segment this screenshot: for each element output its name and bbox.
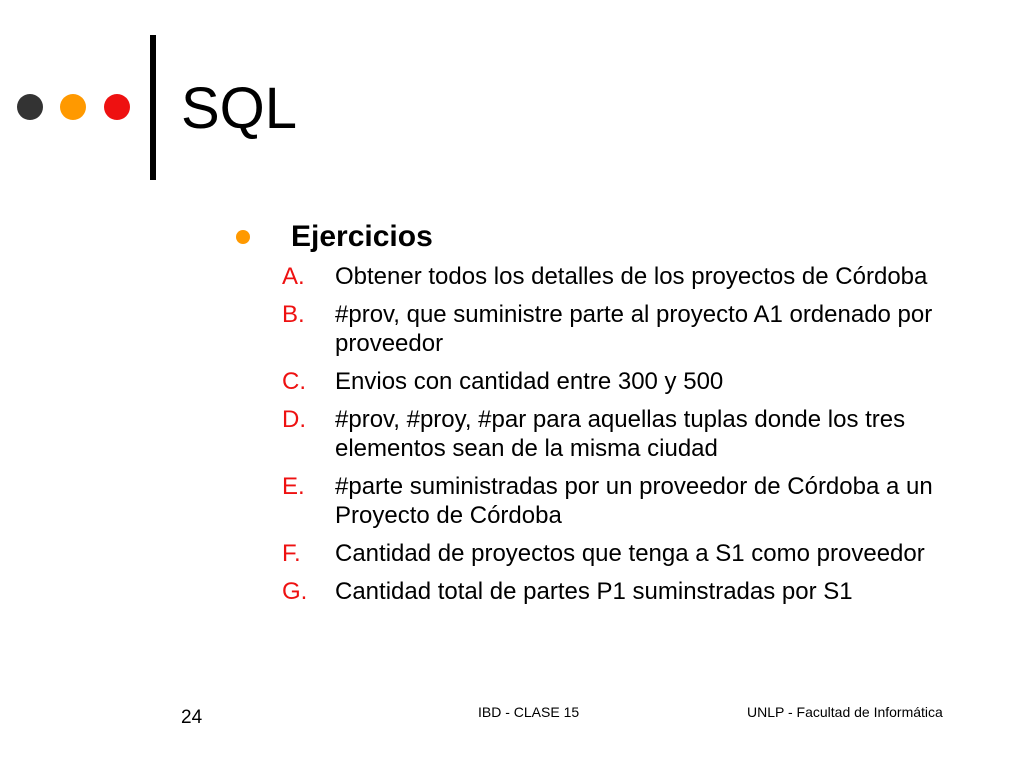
item-text: Cantidad total de partes P1 suminstradas por S1 bbox=[335, 578, 853, 605]
item-marker: E. bbox=[282, 473, 305, 500]
item-text: #prov, #proy, #par para aquellas tuplas donde los tres elementos sean de la misma ciudad bbox=[335, 406, 906, 462]
item-marker: G. bbox=[282, 578, 308, 605]
heading-row bbox=[232, 218, 433, 256]
item-marker: F. bbox=[282, 540, 301, 567]
footer-institution: UNLP - Facultad de Informática bbox=[747, 704, 943, 720]
decoration-dot-red bbox=[104, 94, 130, 120]
list-item bbox=[282, 262, 942, 291]
list-item bbox=[282, 472, 942, 530]
footer-course: IBD - CLASE 15 bbox=[478, 704, 580, 720]
exercise-list bbox=[282, 262, 942, 615]
item-marker: B. bbox=[282, 301, 305, 328]
decoration-dot-dark bbox=[17, 94, 43, 120]
list-item bbox=[282, 367, 942, 396]
section-heading: Ejercicios bbox=[291, 220, 433, 253]
list-item bbox=[282, 577, 942, 606]
list-item bbox=[282, 539, 942, 568]
item-text: Cantidad de proyectos que tenga a S1 como proveedor bbox=[335, 540, 925, 567]
item-text: Envios con cantidad entre 300 y 500 bbox=[335, 368, 724, 395]
list-item bbox=[282, 300, 942, 358]
list-item bbox=[282, 405, 942, 463]
item-text: #prov, que suministre parte al proyecto A1 ordenado por proveedor bbox=[335, 301, 933, 357]
title-divider bbox=[150, 35, 156, 180]
item-text: #parte suministradas por un proveedor de Córdoba a un Proyecto de Córdoba bbox=[335, 473, 933, 529]
item-marker: C. bbox=[282, 368, 306, 395]
page-number: 24 bbox=[181, 707, 203, 728]
item-marker: A. bbox=[282, 263, 305, 290]
item-marker: D. bbox=[282, 406, 306, 433]
decoration-dot-orange bbox=[60, 94, 86, 120]
item-text: Obtener todos los detalles de los proyectos de Córdoba bbox=[335, 263, 928, 290]
bullet-icon bbox=[236, 230, 250, 244]
slide-title: SQL bbox=[181, 76, 298, 141]
